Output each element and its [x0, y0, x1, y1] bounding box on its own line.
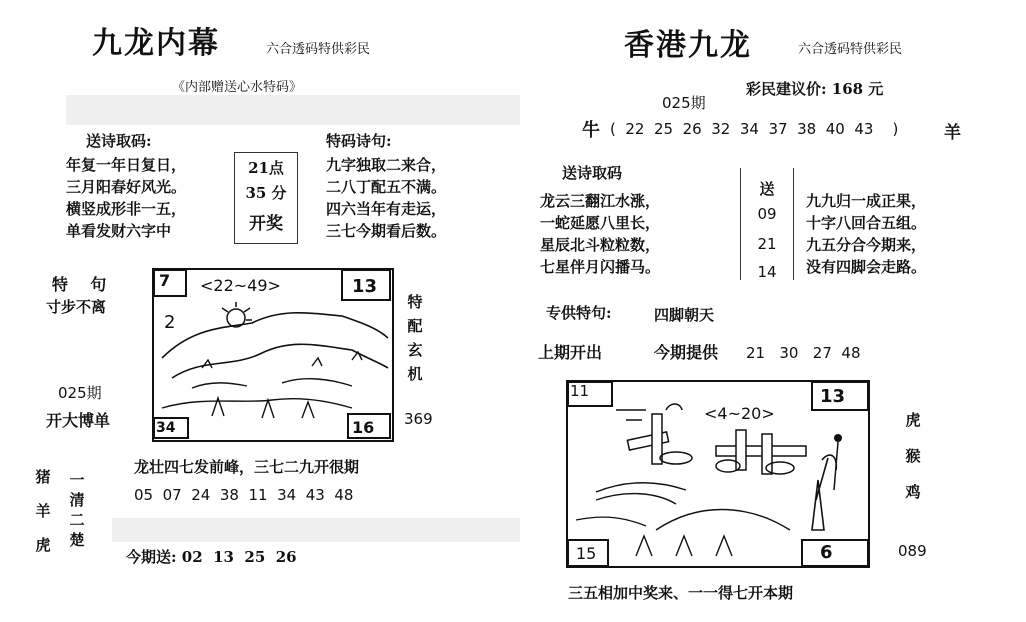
right-pic-range: <4~20> — [704, 404, 775, 423]
left-vertical-label: 特配玄机 — [407, 293, 423, 383]
right-ox-label: 牛 — [582, 120, 600, 141]
left-special-phrase: 寸步不离 — [46, 298, 107, 316]
right-last-period-label: 上期开出 — [538, 343, 603, 362]
poem-line: 横竖成形非一五， — [66, 200, 187, 218]
right-period: 025期 — [662, 94, 706, 112]
right-poem-send-label: 送诗取码 — [562, 164, 623, 182]
left-poem-send — [66, 154, 186, 242]
left-pic-bottomleft: 34 — [156, 420, 176, 436]
send-box-number: 14 — [757, 263, 777, 281]
left-side-number: 369 — [404, 410, 433, 428]
right-ox-numbers: ( 22 25 26 32 34 37 38 40 43 ) — [610, 120, 899, 138]
left-bet-label: 开大博单 — [46, 411, 111, 430]
left-subtitle: 六合透码特供彩民 — [266, 42, 371, 57]
right-special-phrase-label: 专供特句: — [546, 304, 612, 322]
left-special-phrase-label: 特 句 — [52, 275, 107, 294]
left-special-poem — [326, 154, 446, 242]
left-zodiac-col: 猪羊虎 — [35, 468, 51, 554]
left-grey-band-2 — [112, 518, 520, 542]
send-box-label: 送 — [759, 180, 775, 198]
left-special-poem-label: 特码诗句: — [326, 132, 392, 150]
poem-line: 十字八回合五组。 — [806, 214, 927, 232]
right-subtitle: 六合透码特供彩民 — [798, 42, 903, 57]
left-numbers-line: 05 07 24 38 11 34 43 48 — [134, 486, 354, 504]
right-side-number: 089 — [898, 542, 927, 560]
right-this-period-numbers: 21 30 27 48 — [746, 344, 861, 362]
poem-line: 年复一年日复日， — [66, 156, 187, 174]
left-clear-col: 一清二楚 — [69, 471, 85, 549]
left-pic-range: <22~49> — [200, 276, 281, 295]
left-period: 025期 — [58, 384, 102, 402]
left-pic-topright: 13 — [352, 276, 378, 297]
poem-line: 三七今期看后数。 — [326, 222, 447, 240]
poem-line: 二八丁配五不满。 — [326, 178, 447, 196]
draw-time-open: 开奖 — [249, 214, 283, 234]
poem-line: 四六当年有走运， — [326, 200, 447, 218]
poem-line: 星辰北斗粒粒数， — [540, 236, 661, 254]
left-inner-gift: 《内部赠送心水特码》 — [172, 80, 303, 95]
right-this-period-label: 今期提供 — [654, 343, 719, 362]
right-pic-topleft: 11 — [570, 382, 590, 400]
poem-line: 九五分合今期来， — [806, 236, 927, 254]
send-box-number: 09 — [757, 205, 777, 223]
right-poem-2 — [806, 190, 926, 278]
poem-line: 单看发财六字中 — [66, 222, 172, 240]
poem-line: 龙云三翻江水涨， — [540, 192, 661, 210]
left-today-send: 今期送: 02 13 25 26 — [126, 548, 297, 566]
left-grey-band — [66, 95, 520, 125]
poem-line: 没有四脚会走路。 — [806, 258, 927, 276]
right-bottom-line: 三五相加中奖来、一一得七开本期 — [568, 584, 794, 602]
right-pic-bottomright: 6 — [820, 542, 833, 563]
right-title: 香港九龙 — [624, 28, 752, 63]
poem-line: 七星伴月闪播马。 — [540, 258, 661, 276]
draw-time-hour: 21点 — [248, 159, 284, 177]
left-dragon-line: 龙壮四七发前峰，三七二九开很期 — [134, 458, 360, 476]
poem-line: 三月阳春好风光。 — [66, 178, 187, 196]
left-poem-send-label: 送诗取码: — [86, 132, 152, 150]
right-pic-bottomleft: 15 — [576, 544, 597, 563]
right-price: 彩民建议价: 168 元 — [746, 80, 884, 98]
right-special-phrase: 四脚朝天 — [654, 306, 715, 324]
send-box-number: 21 — [757, 235, 777, 253]
draw-time-minute: 35 分 — [245, 184, 287, 202]
right-goat-label: 羊 — [944, 123, 961, 143]
right-zodiac-col: 虎猴鸡 — [905, 411, 921, 501]
left-pic-topleft: 7 — [159, 271, 171, 290]
left-pic-bottomright: 16 — [352, 418, 375, 437]
right-send-box — [740, 168, 794, 280]
right-poem — [540, 190, 660, 278]
poem-line: 一蛇延愿八里长， — [540, 214, 661, 232]
poem-line: 九字独取二来合， — [326, 156, 447, 174]
left-title: 九龙内幕 — [92, 26, 220, 61]
draw-time-box — [234, 152, 298, 244]
right-pic-topright: 13 — [820, 386, 846, 407]
left-pic-mid: 2 — [164, 312, 176, 333]
poem-line: 九九归一成正果， — [806, 192, 927, 210]
